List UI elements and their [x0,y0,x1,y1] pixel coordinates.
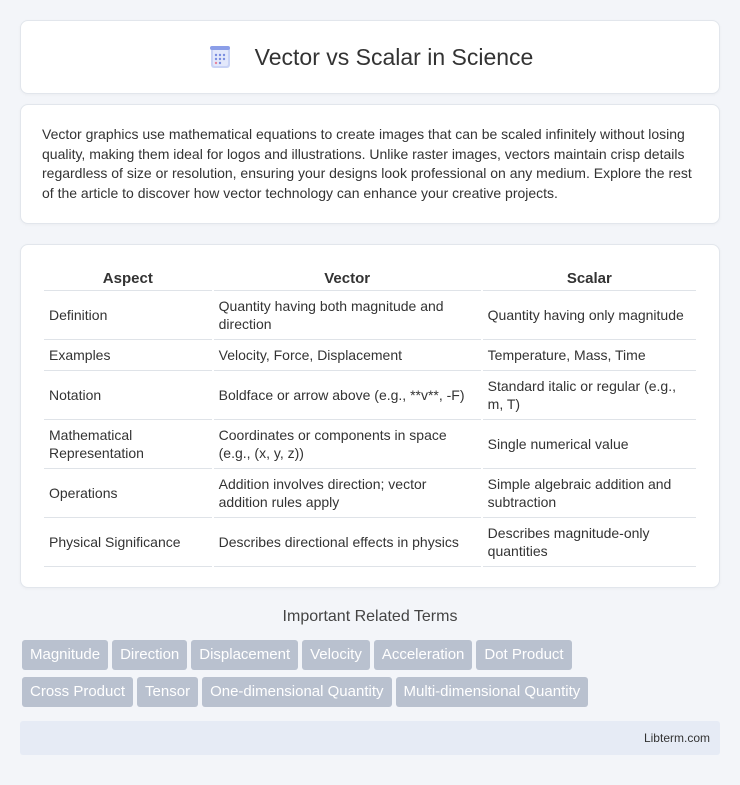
tag-tensor[interactable]: Tensor [137,677,198,707]
tag-multi-dimensional-quantity[interactable]: Multi-dimensional Quantity [396,677,589,707]
table-cell: Single numerical value [483,420,696,469]
tag-displacement[interactable]: Displacement [191,640,298,670]
table-cell: Describes directional effects in physics [214,518,481,567]
comparison-table-card [20,244,720,588]
tag-magnitude[interactable]: Magnitude [22,640,108,670]
tag-one-dimensional-quantity[interactable]: One-dimensional Quantity [202,677,391,707]
table-cell: Standard italic or regular (e.g., m, T) [483,371,696,420]
header-card [20,20,720,94]
page-title: Vector vs Scalar in Science [254,43,534,70]
table-cell: Velocity, Force, Displacement [214,340,481,371]
footer-site-link[interactable]: Libterm.com [643,731,710,745]
table-row [44,469,696,518]
table-cell: Operations [44,469,212,518]
column-header-vector: Vector [214,263,481,291]
footer [20,721,720,755]
tag-dot-product[interactable]: Dot Product [476,640,571,670]
related-terms-title: Important Related Terms [282,608,458,625]
column-header-scalar: Scalar [483,263,696,291]
table-cell: Boldface or arrow above (e.g., **v**, -F) [214,371,481,420]
table-cell: Mathematical Representation [44,420,212,469]
table-cell: Addition involves direction; vector addition rules apply [214,469,481,518]
table-cell: Temperature, Mass, Time [483,340,696,371]
table-cell: Definition [44,291,212,340]
notebook-icon [207,44,233,70]
table-row [44,518,696,567]
table-cell: Simple algebraic addition and subtraction [483,469,696,518]
tag-acceleration[interactable]: Acceleration [374,640,473,670]
intro-card [20,104,720,224]
table-row [44,371,696,420]
table-cell: Quantity having only magnitude [483,291,696,340]
tag-velocity[interactable]: Velocity [302,640,370,670]
tag-direction[interactable]: Direction [112,640,187,670]
table-cell: Coordinates or components in space (e.g., (x, y, z)) [214,420,481,469]
table-cell: Physical Significance [44,518,212,567]
column-header-aspect: Aspect [44,263,212,291]
table-row [44,291,696,340]
related-terms-tags [22,640,722,714]
table-cell: Notation [44,371,212,420]
table-cell: Describes magnitude-only quantities [483,518,696,567]
intro-paragraph: Vector graphics use mathematical equations to create images that can be scaled infinitely without losing quality, making them ideal for logos and illustrations. Unlike raster images, vectors maintain crisp details regardless of size or resolution, ensuring your designs look professional on any medium. Explore the rest of the article to discover how vector technology can enhance your creative projects. [42,126,692,201]
table-cell: Quantity having both magnitude and direction [214,291,481,340]
table-row [44,420,696,469]
comparison-table [42,263,698,567]
tag-cross-product[interactable]: Cross Product [22,677,133,707]
table-header-row [44,263,696,291]
table-row [44,340,696,371]
table-cell: Examples [44,340,212,371]
